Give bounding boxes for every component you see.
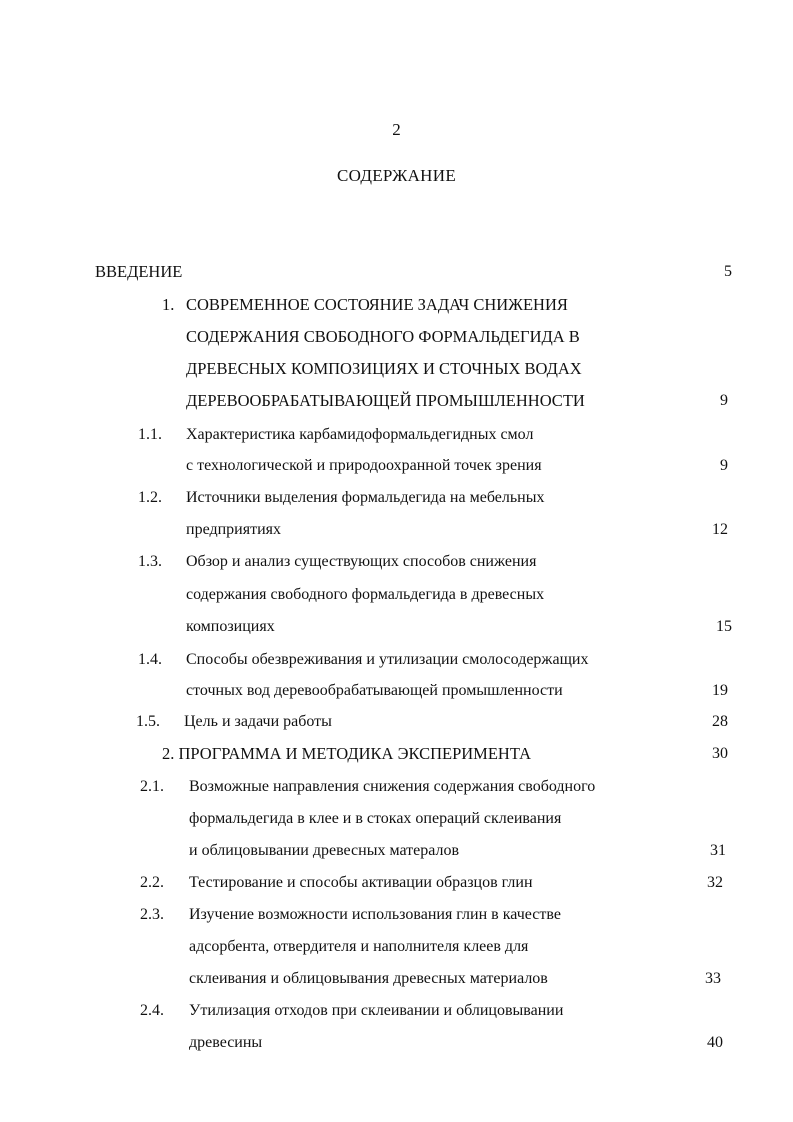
toc-page-s1-2: 12 xyxy=(712,521,728,538)
toc-ch1-line: ДЕРЕВООБРАБАТЫВАЮЩЕЙ ПРОМЫШЛЕННОСТИ xyxy=(186,391,585,410)
toc-s2-3-number: 2.3. xyxy=(140,906,164,923)
toc-page-s2-2: 32 xyxy=(707,874,723,891)
toc-s1-4-line: Способы обезвреживания и утилизации смолосодержащих xyxy=(186,651,589,668)
toc-page-s1-4: 19 xyxy=(712,682,728,699)
toc-page-intro: 5 xyxy=(724,263,732,280)
toc-page-s1-5: 28 xyxy=(712,713,728,730)
toc-s2-2-number: 2.2. xyxy=(140,874,164,891)
toc-ch1-line: ДРЕВЕСНЫХ КОМПОЗИЦИЯХ И СТОЧНЫХ ВОДАХ xyxy=(186,359,582,378)
toc-s1-3-line: содержания свободного формальдегида в древесных xyxy=(186,586,545,603)
toc-s2-1-line: Возможные направления снижения содержания свободного xyxy=(189,778,596,795)
toc-s2-1-line: и облицовывании древесных матералов xyxy=(189,842,460,859)
toc-s2-2-line: Тестирование и способы активации образцов глин xyxy=(189,874,533,891)
toc-page-s2-3: 33 xyxy=(705,970,721,987)
toc-s2-1-number: 2.1. xyxy=(140,778,164,795)
toc-page-ch2: 30 xyxy=(712,745,728,762)
toc-s2-1-line: формальдегида в клее и в стоках операций склеивания xyxy=(189,810,562,827)
toc-entry-ch2: 2. ПРОГРАММА И МЕТОДИКА ЭКСПЕРИМЕНТА xyxy=(162,744,531,763)
toc-s1-5-number: 1.5. xyxy=(136,713,160,730)
toc-ch1-number: 1. xyxy=(162,295,175,314)
toc-s1-2-number: 1.2. xyxy=(138,489,162,506)
page-number: 2 xyxy=(392,120,401,139)
toc-s1-5-line: Цель и задачи работы xyxy=(184,713,332,730)
toc-ch1-line: СОДЕРЖАНИЯ СВОБОДНОГО ФОРМАЛЬДЕГИДА В xyxy=(186,327,580,346)
toc-s1-4-number: 1.4. xyxy=(138,651,162,668)
toc-s2-4-line: Утилизация отходов при склеивании и облицовывании xyxy=(189,1002,564,1019)
toc-s2-3-line: Изучение возможности использования глин в качестве xyxy=(189,906,561,923)
toc-s2-4-number: 2.4. xyxy=(140,1002,164,1019)
toc-s1-3-line: Обзор и анализ существующих способов снижения xyxy=(186,553,537,570)
toc-s1-2-line: предприятиях xyxy=(186,521,281,538)
toc-s1-1-number: 1.1. xyxy=(138,426,162,443)
toc-page-s2-1: 31 xyxy=(710,842,726,859)
toc-ch1-line: СОВРЕМЕННОЕ СОСТОЯНИЕ ЗАДАЧ СНИЖЕНИЯ xyxy=(186,295,568,314)
toc-s1-2-line: Источники выделения формальдегида на мебельных xyxy=(186,489,545,506)
toc-s1-3-number: 1.3. xyxy=(138,553,162,570)
toc-s1-4-line: сточных вод деревообрабатывающей промышленности xyxy=(186,682,563,699)
toc-page-ch1: 9 xyxy=(720,392,728,409)
toc-s2-4-line: древесины xyxy=(189,1034,263,1051)
toc-page-s1-1: 9 xyxy=(720,457,728,474)
toc-s1-3-line: композициях xyxy=(186,618,275,635)
toc-s2-3-line: адсорбента, отвердителя и наполнителя клеев для xyxy=(189,938,529,955)
toc-page-s2-4: 40 xyxy=(707,1034,723,1051)
toc-s2-3-line: склеивания и облицовывания древесных материалов xyxy=(189,970,548,987)
toc-entry-intro: ВВЕДЕНИЕ xyxy=(95,262,183,281)
page-title: СОДЕРЖАНИЕ xyxy=(336,166,457,185)
toc-s1-1-line: с технологической и природоохранной точек зрения xyxy=(186,457,542,474)
toc-s1-1-line: Характеристика карбамидоформальдегидных смол xyxy=(186,426,534,443)
toc-page-s1-3: 15 xyxy=(716,618,732,635)
